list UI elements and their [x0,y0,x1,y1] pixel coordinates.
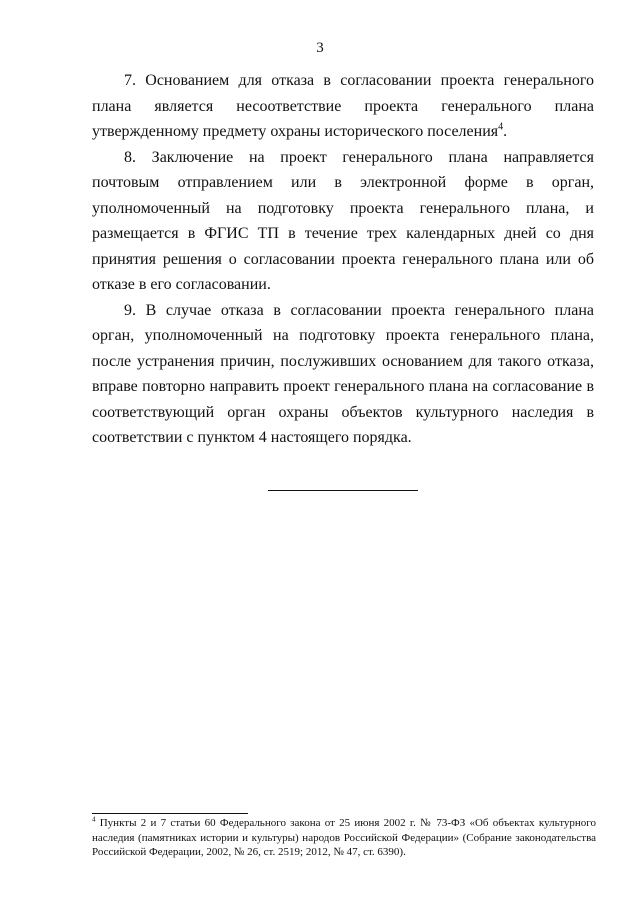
paragraph-8: 8. Заключение на проект генерального плана направляется почтовым отправлением или в электронной форме в орган, уполномоченный на подготовку проекта генерального плана, и размещается в ФГИС ТП в течение трех календарных дней со дня принятия решения о согласовании проекта генерального плана или об отказе в его согласовании. [92,148,594,293]
footnote-marker: 4 [92,815,96,824]
paragraph-9: 9. В случае отказа в согласовании проекта генерального плана орган, уполномоченный на подготовку проекта генерального плана, после устранения причин, послуживших основанием для такого отказа, вправе повторно направить проект генерального плана на согласование в соответствующий орган охраны объектов культурного наследия в соответствии с пунктом 4 настоящего порядка. [92,301,594,446]
footnote-divider [92,813,248,814]
paragraph-7 [92,68,594,145]
end-of-text-divider [268,490,418,491]
paragraph-7-tail: . [503,123,508,140]
footnote-reference: 4 [498,121,504,133]
paragraph-7-text: 7. Основанием для отказа в согласовании проекта генерального плана является несоответствие проекта генерального плана утвержденному предмету охраны исторического поселения [92,72,594,140]
footnote [92,816,596,860]
page-number: 3 [316,40,324,56]
document-body [92,68,594,451]
footnote-text: Пункты 2 и 7 статьи 60 Федерального закона от 25 июня 2002 г. № 73-ФЗ «Об объектах культурного наследия (памятниках истории и культуры) народов Российской Федерации» (Собрание законодательства Российской Федерации, 2002, № 26, ст. 2519; 2012, № 47, ст. 6390). [92,817,596,858]
